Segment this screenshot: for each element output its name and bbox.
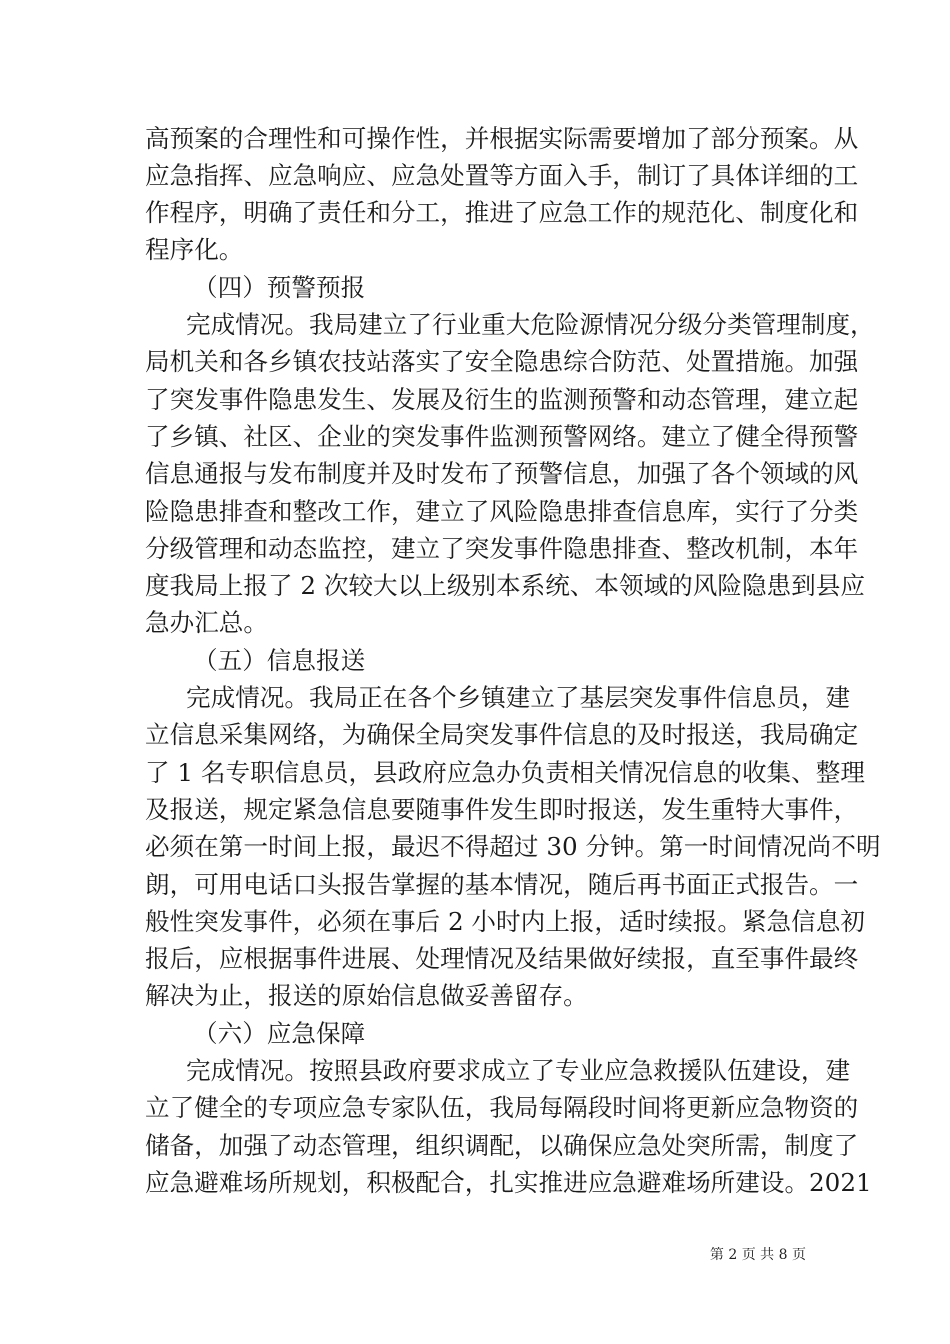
section-heading: （六）应急保障 — [193, 1018, 366, 1048]
paragraph-line: 储备，加强了动态管理，组织调配，以确保应急处突所需，制度了 — [145, 1130, 859, 1160]
paragraph-line: 完成情况。按照县政府要求成立了专业应急救援队伍建设，建 — [186, 1056, 851, 1085]
page-footer-indicator: 第 2 页 共 8 页 — [709, 1247, 806, 1263]
paragraph-line: 程序化。 — [145, 235, 244, 265]
paragraph-line: 立了健全的专项应急专家队伍，我局每隔段时间将更新应急物资的 — [145, 1093, 859, 1123]
paragraph-line: 局机关和各乡镇农技站落实了安全隐患综合防范、处置措施。加强 — [145, 347, 859, 377]
paragraph-line: 应急指挥、应急响应、应急处置等方面入手，制订了具体详细的工 — [145, 160, 859, 190]
paragraph-line: 必须在第一时间上报，最迟不得超过 30 分钟。第一时间情况尚不明 — [145, 832, 881, 862]
paragraph-line: 般性突发事件，必须在事后 2 小时内上报，适时续报。紧急信息初 — [145, 906, 865, 936]
paragraph-line: 度我局上报了 2 次较大以上级别本系统、本领域的风险隐患到县应 — [145, 571, 865, 601]
paragraph-line: 了 1 名专职信息员，县政府应急办负责相关情况信息的收集、整理 — [145, 757, 865, 787]
paragraph-line: 完成情况。我局建立了行业重大危险源情况分级分类管理制度， — [186, 310, 875, 339]
paragraph-line: 立信息采集网络，为确保全局突发事件信息的及时报送，我局确定 — [145, 720, 859, 750]
paragraph-line: 作程序，明确了责任和分工，推进了应急工作的规范化、制度化和 — [145, 198, 859, 228]
section-heading: （五）信息报送 — [193, 645, 366, 675]
paragraph-line: 应急避难场所规划，积极配合，扎实推进应急避难场所建设。2021 — [145, 1167, 872, 1197]
section-heading: （四）预警预报 — [193, 272, 366, 302]
paragraph-line: 分级管理和动态监控，建立了突发事件隐患排查、整改机制，本年 — [145, 533, 859, 563]
paragraph-line: 了乡镇、社区、企业的突发事件监测预警网络。建立了健全得预警 — [145, 421, 859, 451]
paragraph-line: 朗，可用电话口头报告掌握的基本情况，随后再书面正式报告。一 — [145, 869, 859, 899]
paragraph-line: 了突发事件隐患发生、发展及衍生的监测预警和动态管理，建立起 — [145, 384, 859, 414]
paragraph-line: 及报送，规定紧急信息要随事件发生即时报送，发生重特大事件， — [145, 794, 859, 824]
paragraph-line: 高预案的合理性和可操作性，并根据实际需要增加了部分预案。从 — [145, 123, 859, 153]
paragraph-line: 完成情况。我局正在各个乡镇建立了基层突发事件信息员，建 — [186, 683, 851, 712]
paragraph-line: 信息通报与发布制度并及时发布了预警信息，加强了各个领域的风 — [145, 459, 859, 489]
paragraph-line: 报后，应根据事件进展、处理情况及结果做好续报，直至事件最终 — [145, 944, 859, 974]
paragraph-line: 急办汇总。 — [145, 608, 268, 638]
paragraph-line: 解决为止，报送的原始信息做妥善留存。 — [145, 981, 588, 1011]
paragraph-line: 险隐患排查和整改工作，建立了风险隐患排查信息库，实行了分类 — [145, 496, 859, 526]
